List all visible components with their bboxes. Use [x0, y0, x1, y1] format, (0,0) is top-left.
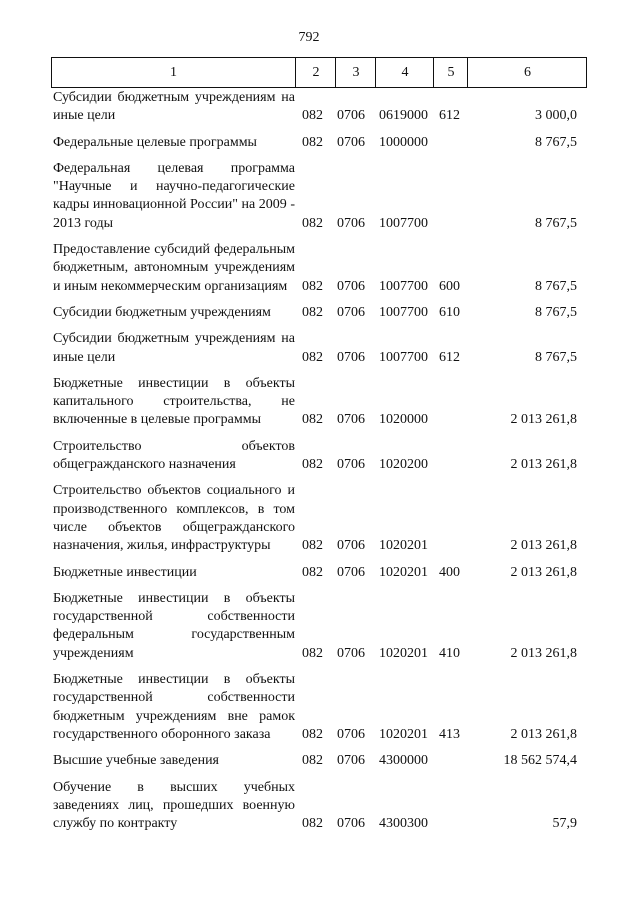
- row-section-code: 0706: [337, 134, 365, 150]
- column-header-2: 2: [295, 58, 336, 87]
- row-target-article-code: 1020201: [379, 538, 428, 554]
- row-section-code: 0706: [337, 726, 365, 742]
- page-number: 792: [298, 30, 320, 45]
- table-row: [51, 89, 587, 126]
- table-row: [51, 482, 587, 555]
- table-row: [51, 779, 587, 834]
- column-header-3: 3: [335, 58, 376, 87]
- row-expense-type-code: 612: [439, 349, 460, 365]
- row-target-article-code: 0619000: [379, 108, 428, 124]
- row-section-code: 0706: [337, 108, 365, 124]
- column-header-4: 4: [375, 58, 434, 87]
- table-row: [51, 438, 587, 475]
- row-section-code: 0706: [337, 349, 365, 365]
- row-target-article-code: 1007700: [379, 304, 428, 320]
- row-amount: 18 562 574,4: [503, 753, 577, 769]
- table-header-row: [51, 57, 587, 88]
- row-expense-type-code: 600: [439, 278, 460, 294]
- row-target-article-code: 1007700: [379, 349, 428, 365]
- row-gr-code: 082: [302, 278, 323, 294]
- row-section-code: 0706: [337, 304, 365, 320]
- row-name: Субсидии бюджетным учреждениям на иные цели: [53, 331, 295, 365]
- table-row: [51, 671, 587, 744]
- row-name: Бюджетные инвестиции в объекты капитального строительства, не включенные в целевые программы: [53, 375, 295, 428]
- row-gr-code: 082: [302, 753, 323, 769]
- table-row: [51, 375, 587, 430]
- row-section-code: 0706: [337, 215, 365, 231]
- table-row: [51, 752, 587, 770]
- table-row: [51, 590, 587, 663]
- row-amount: 8 767,5: [535, 278, 577, 294]
- row-amount: 8 767,5: [535, 215, 577, 231]
- row-gr-code: 082: [302, 215, 323, 231]
- row-target-article-code: 1020201: [379, 564, 428, 580]
- row-section-code: 0706: [337, 278, 365, 294]
- row-name: Субсидии бюджетным учреждениям на иные цели: [53, 90, 295, 124]
- row-target-article-code: 4300000: [379, 753, 428, 769]
- row-gr-code: 082: [302, 816, 323, 832]
- row-gr-code: 082: [302, 412, 323, 428]
- row-name: Федеральная целевая программа "Научные и научно-педагогические кадры инновационной России" на 2009 - 2013 годы: [53, 160, 295, 231]
- table-row: [51, 564, 587, 582]
- row-expense-type-code: 612: [439, 108, 460, 124]
- row-section-code: 0706: [337, 753, 365, 769]
- table-row: [51, 134, 587, 152]
- budget-table: [51, 57, 587, 841]
- row-target-article-code: 4300300: [379, 816, 428, 832]
- row-gr-code: 082: [302, 349, 323, 365]
- row-amount: 2 013 261,8: [510, 412, 577, 428]
- table-row: [51, 330, 587, 367]
- row-amount: 8 767,5: [535, 134, 577, 150]
- table-row: [51, 160, 587, 233]
- row-gr-code: 082: [302, 645, 323, 661]
- row-target-article-code: 1007700: [379, 215, 428, 231]
- row-section-code: 0706: [337, 457, 365, 473]
- row-expense-type-code: 413: [439, 726, 460, 742]
- row-gr-code: 082: [302, 457, 323, 473]
- row-name: Бюджетные инвестиции в объекты государственной собственности федеральным государственным учреждениям: [53, 590, 295, 661]
- table-body: [51, 89, 587, 833]
- row-amount: 8 767,5: [535, 349, 577, 365]
- row-name: Строительство объектов общегражданского назначения: [53, 438, 295, 473]
- row-name: Обучение в высших учебных заведениях лиц, прошедших военную службу по контракту: [53, 779, 295, 832]
- row-gr-code: 082: [302, 108, 323, 124]
- row-expense-type-code: 400: [439, 564, 460, 580]
- row-expense-type-code: 410: [439, 645, 460, 661]
- column-header-5: 5: [433, 58, 468, 87]
- row-amount: 2 013 261,8: [510, 726, 577, 742]
- row-name: Бюджетные инвестиции в объекты государственной собственности бюджетным учреждениям вне рамок государственного оборонного заказа: [53, 672, 295, 742]
- row-name: Бюджетные инвестиции: [53, 564, 197, 580]
- column-header-6: 6: [467, 58, 587, 87]
- row-section-code: 0706: [337, 645, 365, 661]
- column-header-1: 1: [170, 65, 177, 80]
- row-amount: 3 000,0: [535, 108, 577, 124]
- row-name: Строительство объектов социального и производственного комплексов, в том числе объектов общегражданского назначения, жилья, инфраструктуры: [53, 483, 295, 554]
- row-amount: 2 013 261,8: [510, 457, 577, 473]
- row-target-article-code: 1000000: [379, 134, 428, 150]
- row-gr-code: 082: [302, 304, 323, 320]
- row-amount: 57,9: [552, 816, 577, 832]
- row-target-article-code: 1020000: [379, 412, 428, 428]
- row-section-code: 0706: [337, 564, 365, 580]
- row-amount: 2 013 261,8: [510, 564, 577, 580]
- row-expense-type-code: 610: [439, 304, 460, 320]
- row-amount: 2 013 261,8: [510, 645, 577, 661]
- row-amount: 2 013 261,8: [510, 538, 577, 554]
- row-amount: 8 767,5: [535, 304, 577, 320]
- row-gr-code: 082: [302, 564, 323, 580]
- row-target-article-code: 1020201: [379, 726, 428, 742]
- row-name: Предоставление субсидий федеральным бюджетным, автономным учреждениям и иным некоммерческим организациям: [53, 242, 295, 294]
- table-row: [51, 304, 587, 322]
- row-name: Субсидии бюджетным учреждениям: [53, 304, 271, 320]
- row-section-code: 0706: [337, 412, 365, 428]
- row-target-article-code: 1020200: [379, 457, 428, 473]
- row-gr-code: 082: [302, 726, 323, 742]
- row-gr-code: 082: [302, 538, 323, 554]
- row-target-article-code: 1020201: [379, 645, 428, 661]
- row-target-article-code: 1007700: [379, 278, 428, 294]
- row-gr-code: 082: [302, 134, 323, 150]
- row-name: Федеральные целевые программы: [53, 134, 257, 150]
- row-section-code: 0706: [337, 816, 365, 832]
- row-section-code: 0706: [337, 538, 365, 554]
- row-name: Высшие учебные заведения: [53, 753, 219, 769]
- table-row: [51, 241, 587, 296]
